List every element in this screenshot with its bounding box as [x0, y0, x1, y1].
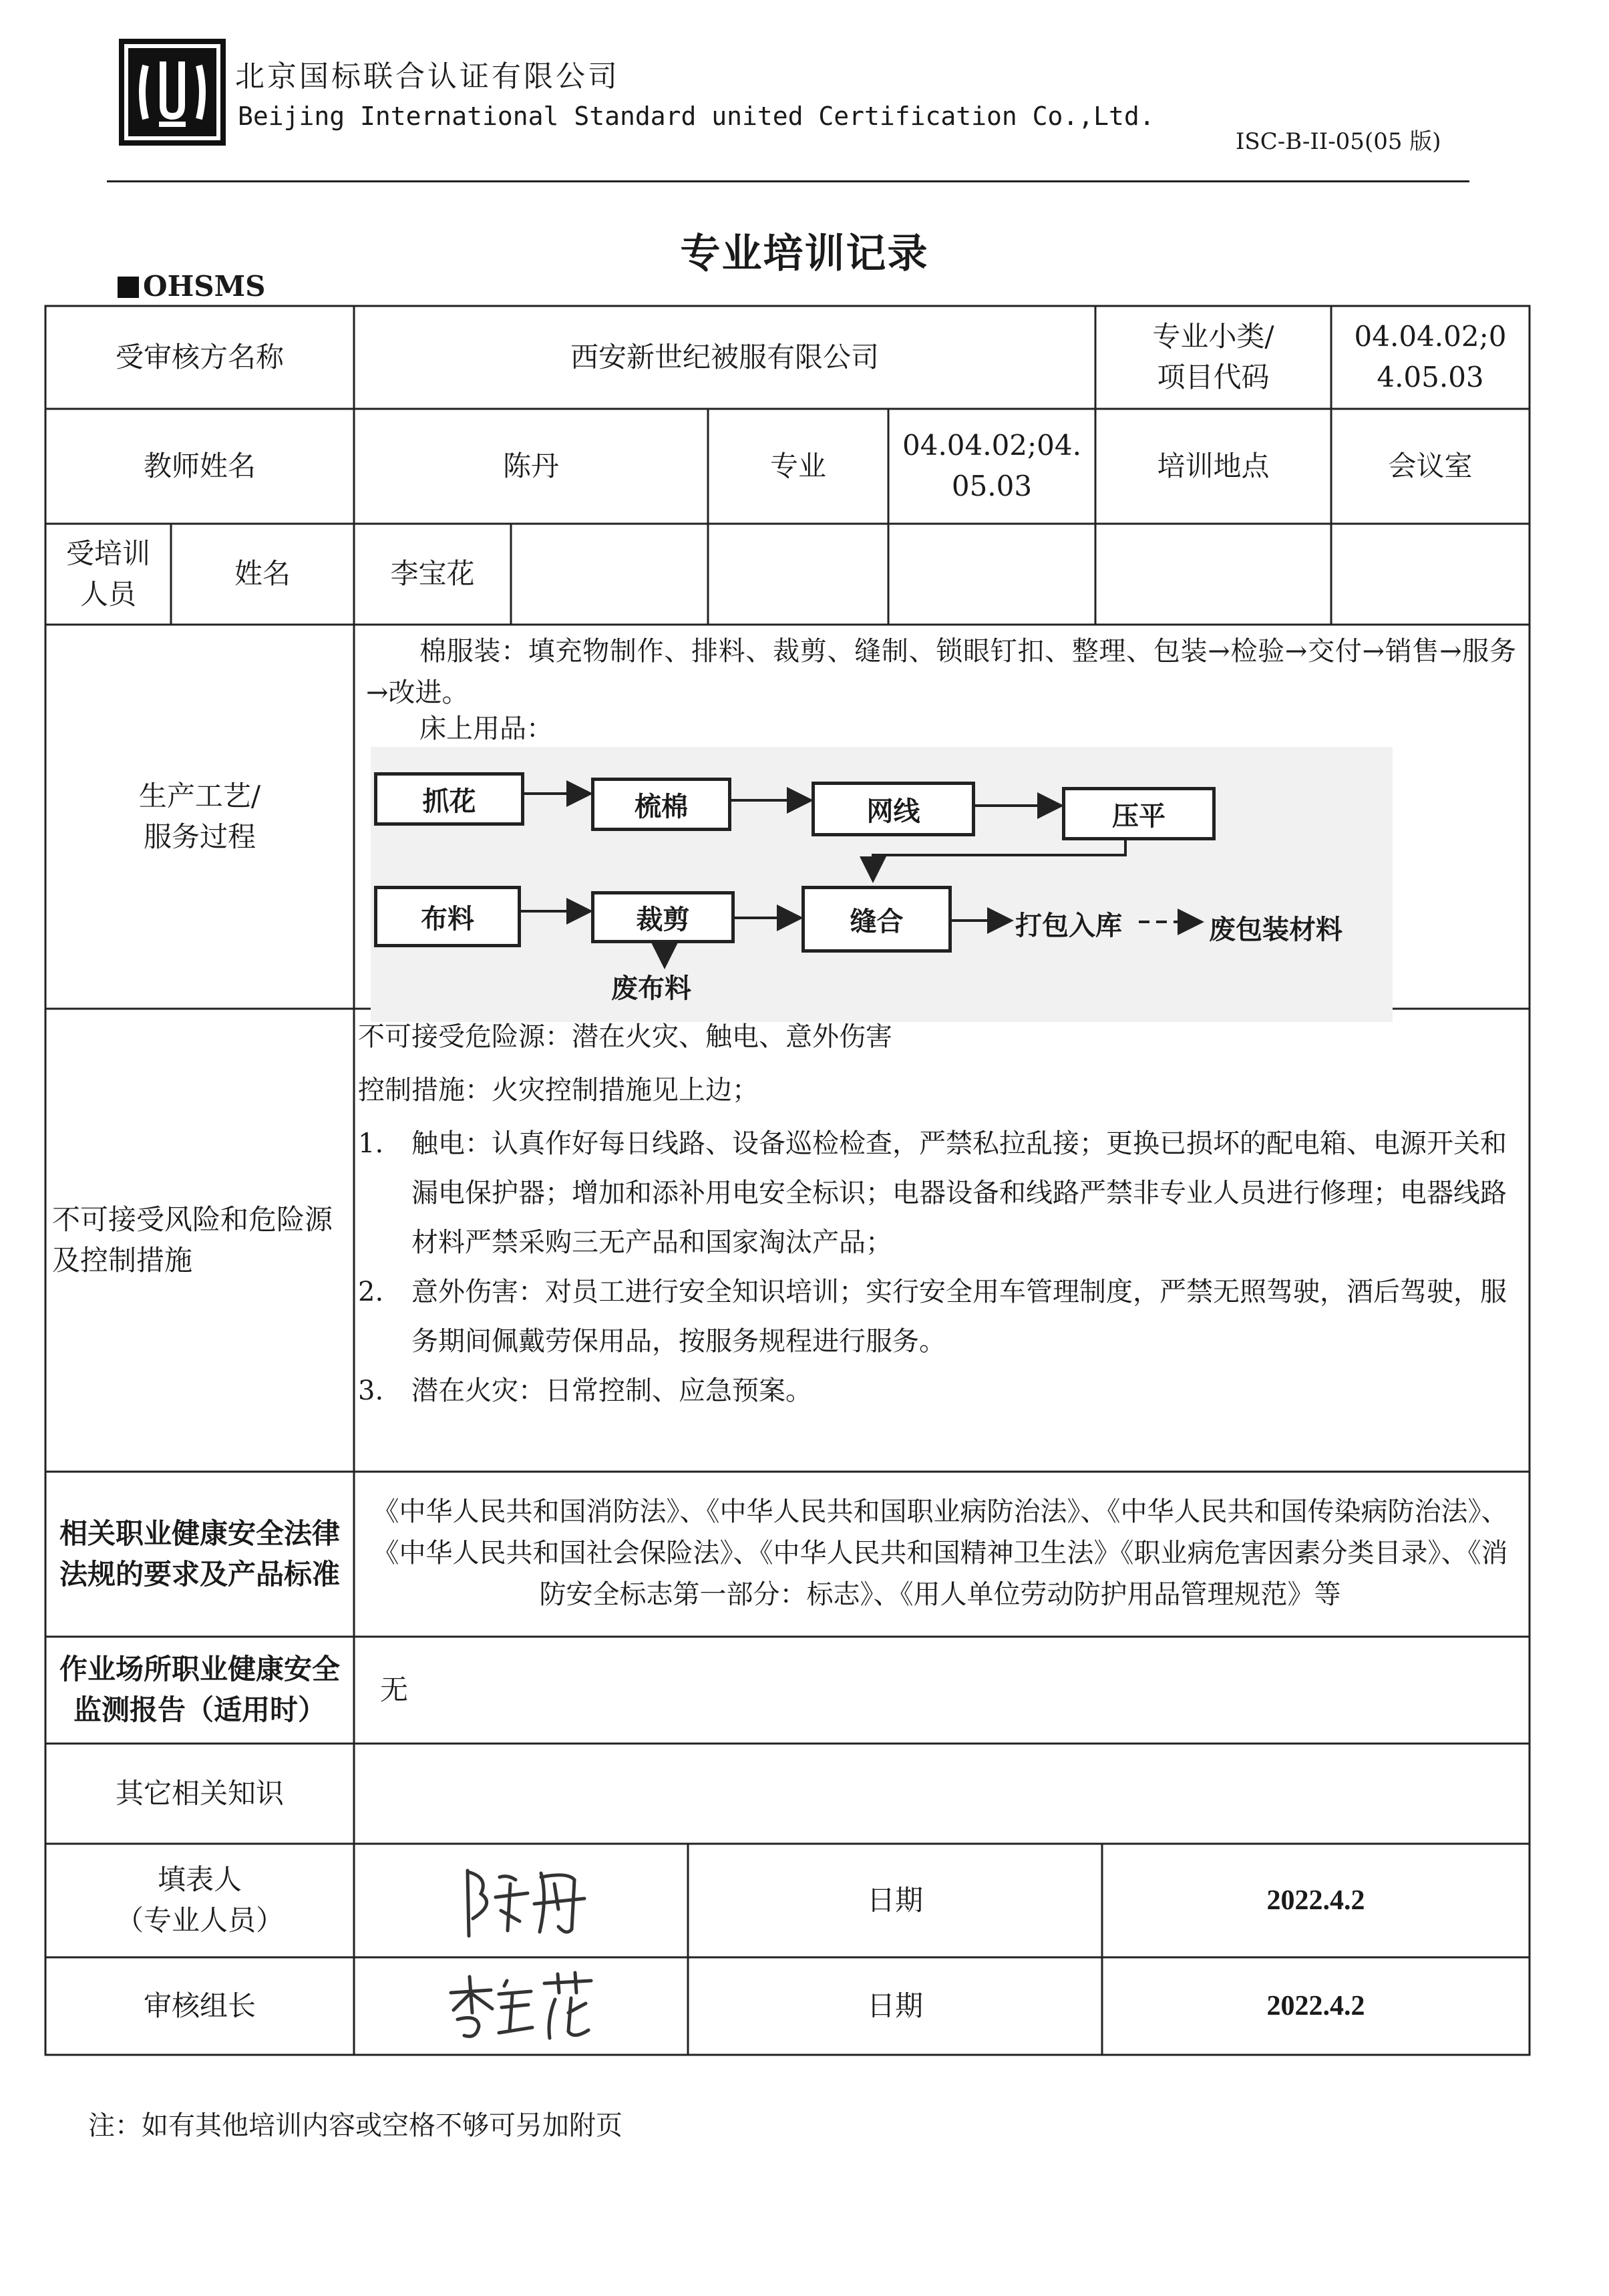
place-label: 培训地点	[1157, 449, 1270, 482]
laws-text: 《中华人民共和国消防法》、《中华人民共和国职业病防治法》、《中华人民共和国传染病防治法》、《中华人民共和国社会保险法》、《中华人民共和国精神卫生法》《职业病危害因素分类目录》、《消防安全标志第一部分：标志》、《用人单位劳动防护用品管理规范》等	[372, 1496, 1508, 1610]
risk-item	[358, 1119, 1507, 1267]
place-value: 会议室	[1388, 449, 1473, 482]
bedding-label: 床上用品：	[419, 713, 553, 744]
risk-line: 不可接受危险源：潜在火灾、触电、意外伤害	[358, 1021, 892, 1052]
risk-item-text: 潜在火灾：日常控制、应急预案。	[411, 1375, 812, 1406]
org-value: 西安新世纪被服有限公司	[570, 340, 879, 373]
process-flow-diagram	[371, 747, 1393, 1022]
company-name-cn: 北京国标联合认证有限公司	[235, 59, 620, 94]
risk-item-text: 触电：认真作好每日线路、设备巡检检查，严禁私拉乱接；更换已损坏的配电箱、电源开关和漏电保护器；增加和添补用电安全标识；电器设备和线路严禁非专业人员进行修理；电器线路材料严禁采购三无产品和国家淘汰产品；	[411, 1128, 1507, 1258]
teacher-name: 陈丹	[502, 449, 559, 482]
risk-item-text: 意外伤害：对员工进行安全知识培训；实行安全用车管理制度，严禁无照驾驶，酒后驾驶，服务期间佩戴劳保用品，按服务规程进行服务。	[411, 1277, 1507, 1357]
leader-signature-image	[437, 1966, 604, 2046]
risk-label: 不可接受风险和危险源 及控制措施	[52, 1202, 333, 1277]
trainee-name	[1095, 524, 1331, 625]
risk-content	[358, 1012, 1507, 1416]
org-label: 受审核方名称	[115, 340, 284, 373]
company-name-en: Beijing International Standard united Certification Co.,Ltd.	[238, 102, 1155, 131]
process-label: 生产工艺/ 服务过程	[138, 779, 261, 853]
other-label: 其它相关知识	[115, 1776, 284, 1810]
trainee-name	[1331, 524, 1530, 625]
process-intro: 棉服装：填充物制作、排料、裁剪、缝制、锁眼钉扣、整理、包装→检验→交付→销售→服务→改进。	[366, 636, 1516, 708]
risk-item-number: 2.	[358, 1277, 384, 1307]
trainee-name-label: 姓名	[234, 557, 291, 591]
filler-signature-image	[441, 1857, 601, 1944]
code-label: 专业小类/ 项目代码	[1152, 320, 1274, 393]
laws-label: 相关职业健康安全法律 法规的要求及产品标准	[59, 1516, 340, 1591]
flow-pack: 打包入库	[1015, 911, 1122, 941]
document-code: ISC-B-II-05(05 版)	[1236, 128, 1441, 155]
filler-signature	[354, 1844, 688, 1957]
filler-date-label: 日期	[866, 1883, 923, 1917]
flow-waste-pack: 废包装材料	[1209, 915, 1343, 945]
other-value	[354, 1744, 1530, 1844]
filler-label: 填表人 （专业人员）	[115, 1863, 284, 1937]
system-tag-text: OHSMS	[143, 270, 266, 303]
flow-step: 网线	[812, 782, 975, 836]
trainee-name	[888, 524, 1095, 625]
leader-date-label: 日期	[866, 1989, 923, 2022]
risk-item-number: 3.	[358, 1375, 384, 1406]
risk-item-number: 1.	[358, 1128, 384, 1159]
flow-step: 裁剪	[591, 891, 735, 943]
flow-step: 缝合	[801, 886, 952, 953]
trainee-label: 受培训 人员	[65, 536, 150, 611]
leader-date: 2022.4.2	[1266, 1990, 1365, 2021]
trainee-name	[708, 524, 888, 625]
risk-item	[358, 1267, 1507, 1366]
page-title: 专业培训记录	[680, 230, 929, 277]
monitor-value: 无	[379, 1673, 408, 1706]
flow-step: 抓花	[374, 772, 524, 826]
teacher-label: 教师姓名	[143, 449, 256, 482]
footer-note: 注：如有其他培训内容或空格不够可另加附页	[88, 2110, 622, 2141]
flow-step: 布料	[374, 886, 521, 947]
trainee-name	[511, 524, 708, 625]
major-value: 04.04.02;04. 05.03	[902, 429, 1081, 502]
risk-line: 控制措施：火灾控制措施见上边；	[358, 1075, 759, 1106]
trainee-name: 李宝花	[390, 557, 475, 591]
code-value: 04.04.02;0 4.05.03	[1354, 320, 1507, 393]
risk-item	[358, 1366, 1507, 1416]
filler-date: 2022.4.2	[1266, 1884, 1365, 1916]
leader-signature	[354, 1957, 688, 2055]
monitor-label: 作业场所职业健康安全 监测报告（适用时）	[59, 1653, 340, 1726]
major-label: 专业	[769, 449, 826, 482]
flow-waste-cloth: 废布料	[611, 973, 691, 1004]
leader-label: 审核组长	[143, 1989, 256, 2022]
flow-step: 压平	[1062, 787, 1216, 840]
flow-step: 梳棉	[591, 778, 731, 831]
